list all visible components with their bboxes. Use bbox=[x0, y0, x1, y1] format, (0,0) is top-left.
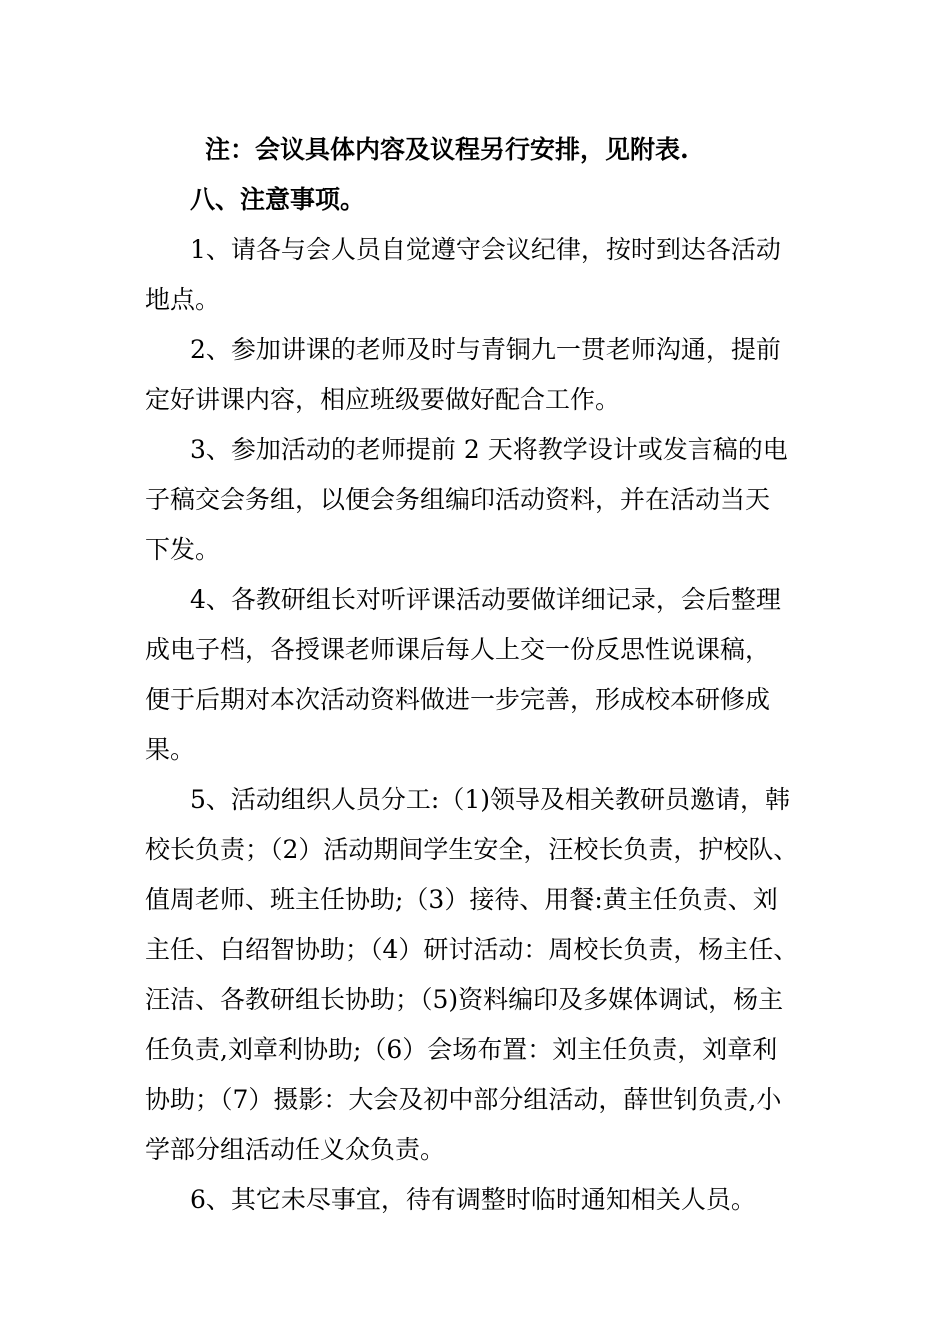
item-5-line-8: 学部分组活动任义众负责。 bbox=[145, 1135, 446, 1164]
note-line: 注：会议具体内容及议程另行安排，见附表. bbox=[205, 135, 689, 164]
item-2-line-2: 定好讲课内容，相应班级要做好配合工作。 bbox=[145, 385, 621, 414]
item-3-line-3: 下发。 bbox=[145, 535, 221, 564]
item-1-line-1: 1、请各与会人员自觉遵守会议纪律，按时到达各活动 bbox=[190, 235, 781, 264]
item-4-line-2: 成电子档，各授课老师课后每人上交一份反思性说课稿， bbox=[145, 635, 771, 664]
item-6-line-1: 6、其它未尽事宜，待有调整时临时通知相关人员。 bbox=[190, 1185, 756, 1214]
item-2-line-1: 2、参加讲课的老师及时与青铜九一贯老师沟通，提前 bbox=[190, 335, 781, 364]
item-4-line-4: 果。 bbox=[145, 735, 196, 764]
item-5-line-1: 5、活动组织人员分工:（1)领导及相关教研员邀请，韩 bbox=[190, 785, 790, 814]
item-5-line-6: 任负责,刘章利协助;（6）会场布置：刘主任负责，刘章利 bbox=[145, 1035, 778, 1064]
item-5-line-3: 值周老师、班主任协助;（3）接待、用餐:黄主任负责、刘 bbox=[145, 885, 778, 914]
item-5-line-2: 校长负责；（2）活动期间学生安全，汪校长负责，护校队、 bbox=[145, 835, 799, 864]
item-3-line-2: 子稿交会务组，以便会务组编印活动资料，并在活动当天 bbox=[145, 485, 771, 514]
item-4-line-3: 便于后期对本次活动资料做进一步完善，形成校本研修成 bbox=[145, 685, 771, 714]
section-heading: 八、注意事项。 bbox=[190, 185, 366, 214]
item-5-line-5: 汪洁、各教研组长协助；（5)资料编印及多媒体调试，杨主 bbox=[145, 985, 784, 1014]
item-3-line-1: 3、参加活动的老师提前 2 天将教学设计或发言稿的电 bbox=[190, 435, 788, 464]
item-4-line-1: 4、各教研组长对听评课活动要做详细记录，会后整理 bbox=[190, 585, 781, 614]
item-5-line-4: 主任、白绍智协助；（4）研讨活动：周校长负责，杨主任、 bbox=[145, 935, 799, 964]
item-5-line-7: 协助；（7）摄影：大会及初中部分组活动，薛世钊负责,小 bbox=[145, 1085, 782, 1114]
item-1-line-2: 地点。 bbox=[145, 285, 221, 314]
